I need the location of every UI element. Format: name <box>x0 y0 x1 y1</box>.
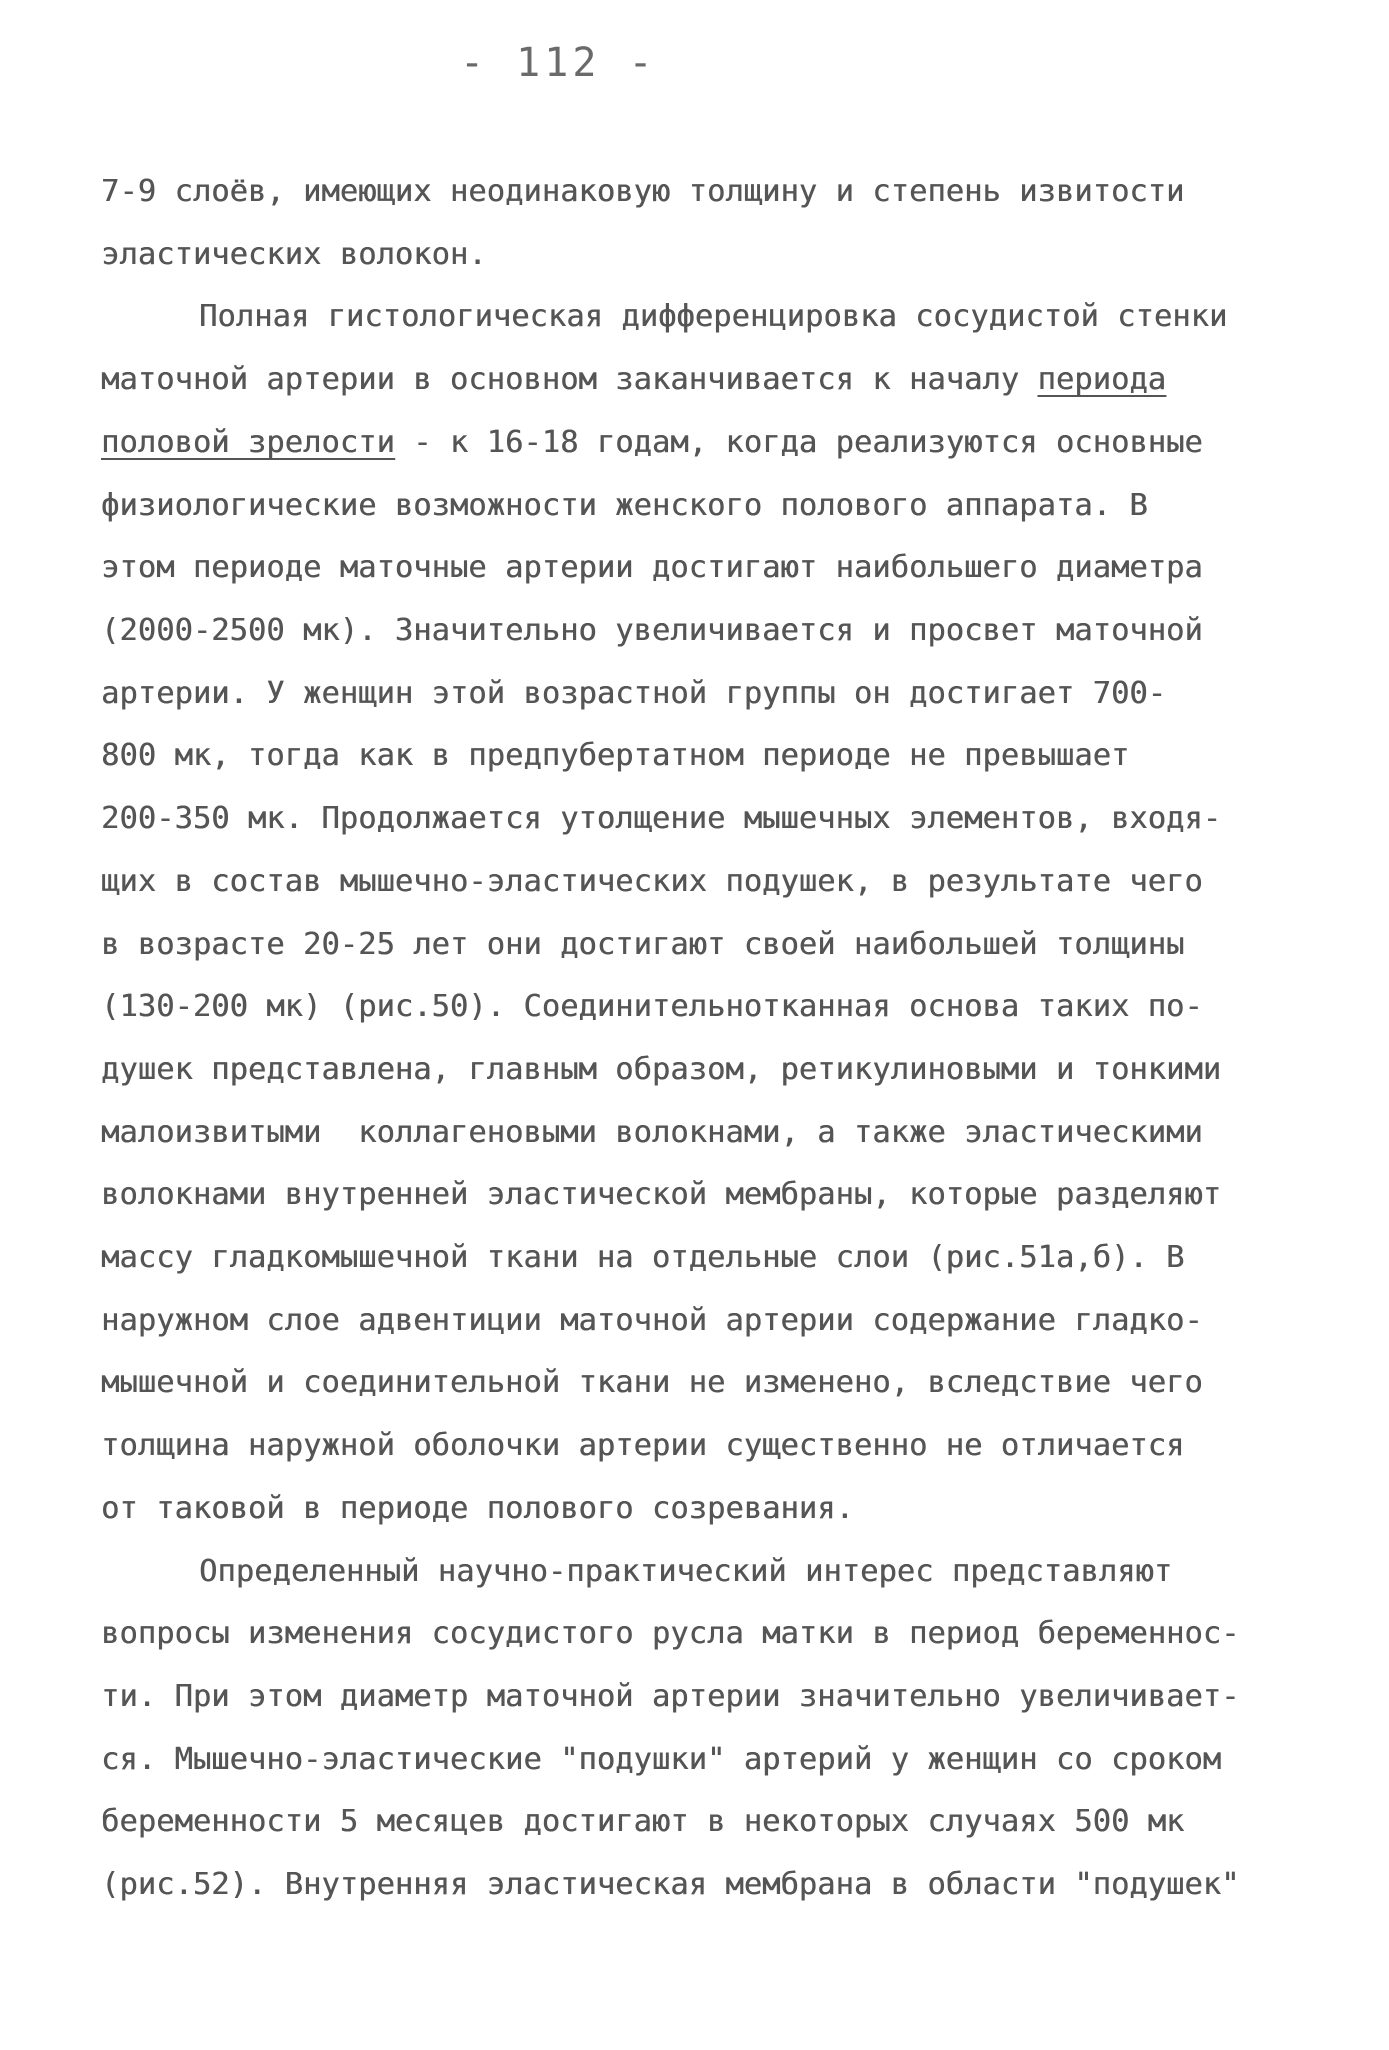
text-run: 800 мк, тогда как в предпубертатном периоде не превышает <box>101 738 1130 773</box>
text-run: беременности 5 месяцев достигают в некоторых случаях 500 мк <box>101 1804 1185 1839</box>
text-run: (130-200 мк) (рис.50). Соединительнотканная основа таких по- <box>101 989 1203 1024</box>
text-run: в возрасте 20-25 лет они достигают своей наибольшей толщины <box>101 927 1185 962</box>
text-run: наружном слое адвентиции маточной артерии содержание гладко- <box>101 1303 1203 1338</box>
text-run: толщина наружной оболочки артерии существенно не отличается <box>101 1428 1185 1463</box>
text-line <box>101 486 1148 526</box>
text-run: маточной артерии в основном заканчивается к началу <box>101 362 1038 397</box>
text-line <box>101 1238 1184 1278</box>
text-line <box>101 1363 1203 1403</box>
text-line <box>199 297 1227 337</box>
text-line <box>101 1301 1203 1341</box>
text-line <box>101 925 1184 965</box>
text-line <box>101 987 1203 1027</box>
text-line <box>101 423 1203 463</box>
text-line <box>101 1614 1239 1654</box>
text-run: малоизвитыми коллагеновыми волокнами, а также эластическими <box>101 1115 1203 1150</box>
text-run: артерии. У женщин этой возрастной группы он достигает 700- <box>101 676 1167 711</box>
text-run: вопросы изменения сосудистого русла матки в период беременнос- <box>101 1616 1240 1651</box>
text-line <box>101 1175 1221 1215</box>
text-line <box>101 862 1203 902</box>
text-line <box>101 799 1221 839</box>
text-run: физиологические возможности женского полового аппарата. В <box>101 488 1148 523</box>
text-run: мышечной и соединительной ткани не изменено, вследствие чего <box>101 1365 1203 1400</box>
text-line <box>101 736 1129 776</box>
text-line <box>101 548 1203 588</box>
text-line <box>101 1802 1184 1842</box>
text-line <box>101 1113 1203 1153</box>
text-run: душек представлена, главным образом, ретикулиновыми и тонкими <box>101 1052 1222 1087</box>
text-line <box>101 172 1184 212</box>
text-line <box>101 1050 1221 1090</box>
page-number: - 112 - <box>460 40 657 86</box>
text-run: эластических волокон. <box>101 237 487 272</box>
text-run: Определенный научно-практический интерес представляют <box>199 1554 1173 1589</box>
text-run: 7-9 слоёв, имеющих неодинаковую толщину и степень извитости <box>101 174 1185 209</box>
underlined-term: половой зрелости <box>101 425 395 460</box>
underlined-term: периода <box>1037 362 1167 397</box>
text-line <box>101 360 1166 400</box>
text-run: от таковой в периоде полового созревания. <box>101 1491 854 1526</box>
text-line <box>101 1740 1221 1780</box>
text-run: (рис.52). Внутренняя эластическая мембрана в области "подушек" <box>101 1867 1240 1902</box>
text-line <box>101 611 1203 651</box>
text-run: ти. При этом диаметр маточной артерии значительно увеличивает- <box>101 1679 1240 1714</box>
text-line <box>101 1489 854 1529</box>
text-line <box>199 1552 1172 1592</box>
text-line <box>101 1677 1239 1717</box>
text-line <box>101 674 1166 714</box>
text-line <box>101 235 487 275</box>
text-run: 200-350 мк. Продолжается утолщение мышечных элементов, входя- <box>101 801 1222 836</box>
text-line <box>101 1426 1184 1466</box>
text-line <box>101 1865 1239 1905</box>
text-run: массу гладкомышечной ткани на отдельные слои (рис.51а,б). В <box>101 1240 1185 1275</box>
text-run: Полная гистологическая дифференцировка сосудистой стенки <box>199 299 1228 334</box>
text-run: - к 16-18 годам, когда реализуются основные <box>394 425 1203 460</box>
text-run: ся. Мышечно-эластические "подушки" артерий у женщин со сроком <box>101 1742 1222 1777</box>
text-run: этом периоде маточные артерии достигают наибольшего диаметра <box>101 550 1203 585</box>
text-run: волокнами внутренней эластической мембраны, которые разделяют <box>101 1177 1222 1212</box>
text-run: (2000-2500 мк). Значительно увеличивается и просвет маточной <box>101 613 1203 648</box>
text-run: щих в состав мышечно-эластических подушек, в результате чего <box>101 864 1203 899</box>
